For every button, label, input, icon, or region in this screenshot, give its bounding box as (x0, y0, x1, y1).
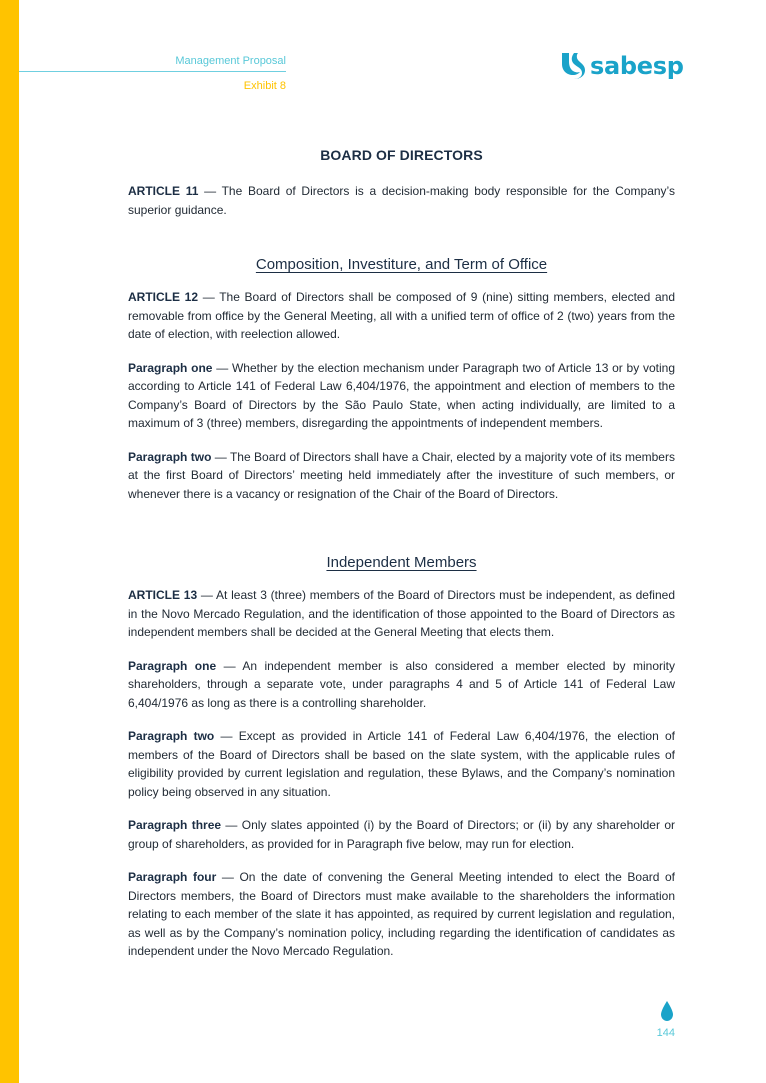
paragraph-text: — Except as provided in Article 141 of Federal Law 6,404/1976, the election of members of the Board of Directors shall be based on the slate system, with the applicable rules of eligibility provided by current legislation and regulation, these Bylaws, and the Company’s nomination policy being observed in any situation. (128, 729, 675, 799)
header-exhibit: Exhibit 8 (243, 80, 286, 92)
section-heading-composition: Composition, Investiture, and Term of Office (255, 256, 548, 273)
paragraph-text: — Only slates appointed (i) by the Board of Directors; or (ii) by any shareholder or group of shareholders, as provided for in Paragraph five below, may run for election. (128, 818, 675, 851)
header-title: Management Proposal (175, 55, 286, 67)
paragraph-text: — Whether by the election mechanism under Paragraph two of Article 13 or by voting according to Article 141 of Federal Law 6,404/1976, the appointment and election of members to the Company’s Board of Directors by the São Paulo State, when acting individually, are limited to a maximum of 3 (three) members, disregarding the appointments of independent members. (128, 360, 676, 430)
paragraph-label: Paragraph one (128, 360, 213, 375)
article-12 (128, 288, 675, 344)
paragraph-label: Paragraph two (128, 449, 212, 464)
paragraph-text: — The Board of Directors shall be composed of 9 (nine) sitting members, elected and removable from office by the General Meeting, all with a unified term of office of 2 (two) years from the date of election, with reelection allowed. (128, 290, 675, 341)
paragraph-label: ARTICLE 12 (128, 290, 199, 304)
paragraph-label: Paragraph four (128, 870, 217, 884)
paragraph-label: Paragraph one (128, 658, 217, 673)
article-13 (128, 586, 675, 642)
paragraph-text: — The Board of Directors is a decision-making body responsible for the Company’s superior guidance. (128, 184, 675, 217)
paragraph-label: Paragraph three (128, 818, 222, 832)
article-12-paragraph-one (128, 359, 675, 433)
article-13-paragraph-two (128, 727, 675, 801)
paragraph-label: Paragraph two (128, 729, 215, 743)
paragraph-text: — An independent member is also considered a member elected by minority shareholders, through a separate vote, under paragraphs 4 and 5 of Article 141 of Federal Law 6,404/1976 as long as there is a controlling shareholder. (128, 658, 675, 710)
article-13-paragraph-three (128, 816, 675, 853)
paragraph-text: — At least 3 (three) members of the Board of Directors must be independent, as defined in the Novo Mercado Regulation, and the identification of those appointed to the Board of Directors as independent members shall be decided at the General Meeting that elects them. (128, 588, 675, 639)
article-12-paragraph-two (128, 448, 675, 504)
header-divider (19, 71, 286, 72)
side-accent-bar (0, 0, 19, 1083)
logo-text: sabesp (590, 52, 684, 80)
section-heading-independent-members: Independent Members (326, 554, 477, 571)
paragraph-label: ARTICLE 11 (128, 184, 199, 198)
paragraph-text: — On the date of convening the General Meeting intended to elect the Board of Directors members, the Board of Directors must make available to the shareholders the information relating to each member of the slate it has appointed, as required by current legislation and regulation, as well as by the Company’s nomination policy, including regarding the identification of candidates as independent under the Novo Mercado Regulation. (128, 870, 676, 958)
article-13-paragraph-four (128, 868, 675, 961)
article-13-paragraph-one (128, 657, 675, 713)
paragraph-label: ARTICLE 13 (128, 588, 198, 602)
paragraph-text: — The Board of Directors shall have a Chair, elected by a majority vote of its members at the first Board of Directors’ meeting held immediately after the investiture of such members, or whenever there is a vacancy or resignation of the Chair of the Board of Directors. (128, 449, 675, 501)
sabesp-mark-icon (558, 51, 586, 81)
water-drop-icon (661, 1001, 673, 1026)
page-title: BOARD OF DIRECTORS (320, 147, 483, 163)
document-body (128, 147, 675, 961)
page-number: 144 (656, 1027, 675, 1039)
article-11 (128, 182, 675, 219)
sabesp-logo (558, 51, 684, 81)
